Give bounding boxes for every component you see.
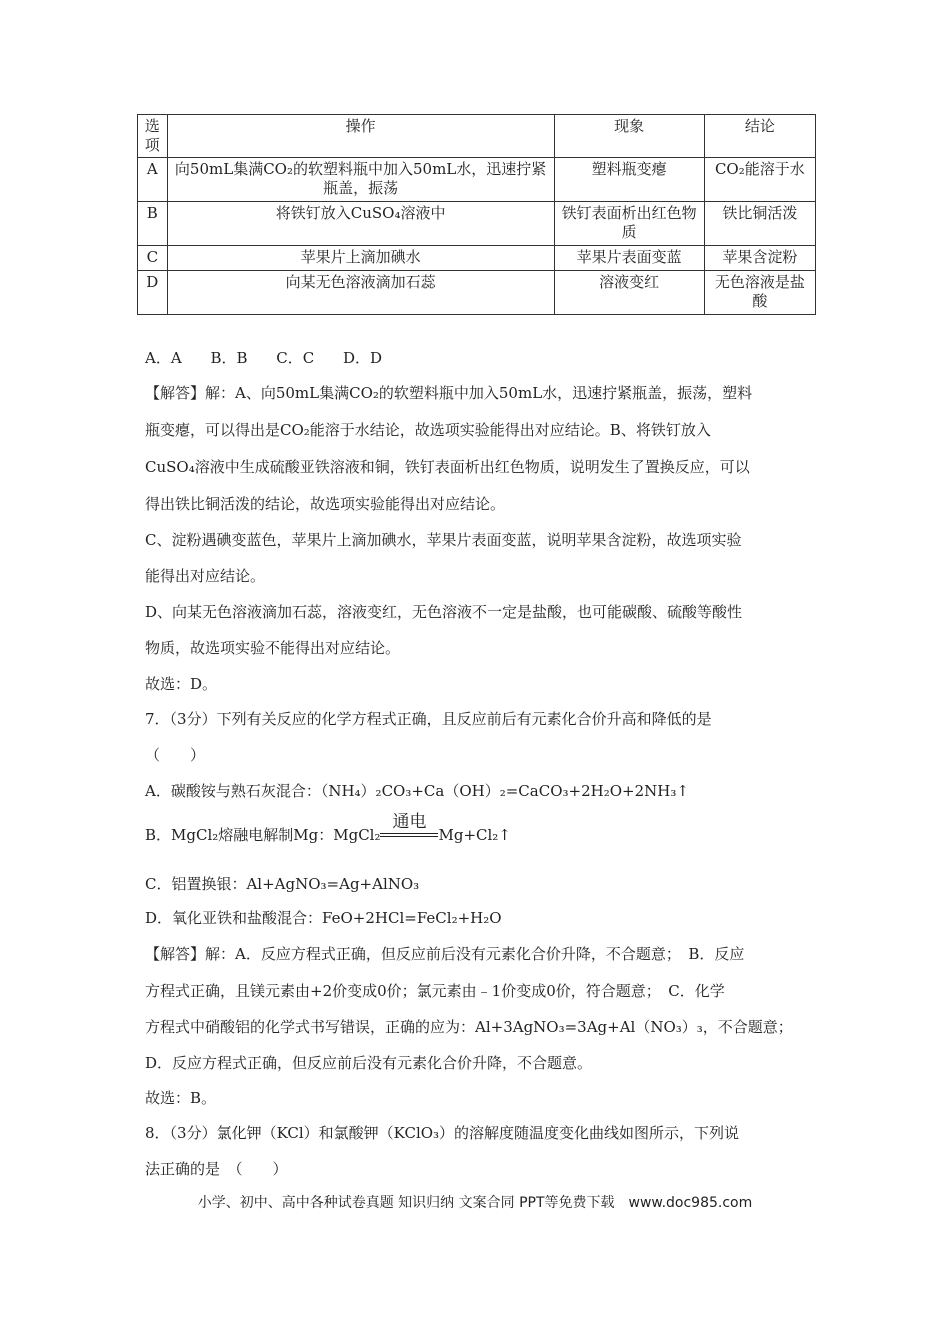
choice-d: D．D <box>343 349 383 367</box>
cell-conclusion: 无色溶液是盐酸 <box>704 271 815 315</box>
cell-operation: 苹果片上滴加碘水 <box>167 246 554 271</box>
q7-stem-blank: （ ） <box>145 746 206 764</box>
cell-conclusion: 铁比铜活泼 <box>704 202 815 246</box>
table-row <box>138 271 816 315</box>
q7-option-d: D．氧化亚铁和盐酸混合：FeO+2HCl=FeCl₂+H₂O <box>145 909 502 927</box>
q6-solution-line: 物质，故选项实验不能得出对应结论。 <box>145 639 401 657</box>
q6-solution-line: 【解答】解：A、向50mL集满CO₂的软塑料瓶中加入50mL水，迅速拧紧瓶盖，振荡，塑料 <box>145 384 753 402</box>
q8-stem: 8．（3分）氯化钾（KCl）和氯酸钾（KClO₃）的溶解度随温度变化曲线如图所示，下列说 <box>145 1124 740 1142</box>
q7-stem: 7．（3分）下列有关反应的化学方程式正确，且反应前后有元素化合价升高和降低的是 <box>145 710 712 728</box>
cell-phenomenon: 铁钉表面析出红色物质 <box>554 202 704 246</box>
equals-bar <box>380 833 438 837</box>
header-operation: 操作 <box>167 115 554 158</box>
cell-operation: 向50mL集满CO₂的软塑料瓶中加入50mL水，迅速拧紧瓶盖，振荡 <box>167 158 554 202</box>
cell-phenomenon: 溶液变红 <box>554 271 704 315</box>
q6-solution-line: 得出铁比铜活泼的结论，故选项实验能得出对应结论。 <box>145 495 506 513</box>
table-row <box>138 158 816 202</box>
q6-choices <box>145 347 406 368</box>
q8-stem-blank: 法正确的是 （ ） <box>145 1160 288 1178</box>
condition-label: 通电 <box>392 812 427 832</box>
q7-solution-line: 方程式中硝酸铝的化学式书写错误，正确的应为：Al+3AgNO₃=3Ag+Al（NO₃）₃，不合题意； <box>145 1018 793 1036</box>
q6-solution-line: CuSO₄溶液中生成硫酸亚铁溶液和铜，铁钉表面析出红色物质，说明发生了置换反应，可以 <box>145 458 750 476</box>
q6-answer: 故选：D。 <box>145 675 218 693</box>
choice-c: C．C <box>276 349 315 367</box>
cell-conclusion: 苹果含淀粉 <box>704 246 815 271</box>
choice-b: B．B <box>210 349 248 367</box>
q7-solution-line: D．反应方程式正确，但反应前后没有元素化合价升降，不合题意。 <box>145 1054 593 1072</box>
q7-option-b <box>145 812 511 845</box>
cell-phenomenon: 塑料瓶变瘪 <box>554 158 704 202</box>
page-footer: 小学、初中、高中各种试卷真题 知识归纳 文案合同 PPT等免费下载 www.doc985.com <box>197 1195 753 1211</box>
q7-option-b-suffix: Mg+Cl₂↑ <box>438 826 511 844</box>
header-phenomenon: 现象 <box>554 115 704 158</box>
q7-answer: 故选：B。 <box>145 1089 217 1107</box>
q6-solution-line: D、向某无色溶液滴加石蕊，溶液变红，无色溶液不一定是盐酸，也可能碳酸、硫酸等酸性 <box>145 603 743 621</box>
cell-option: B <box>138 202 168 246</box>
cell-option: A <box>138 158 168 202</box>
cell-conclusion: CO₂能溶于水 <box>704 158 815 202</box>
header-conclusion: 结论 <box>704 115 815 158</box>
cell-operation: 将铁钉放入CuSO₄溶液中 <box>167 202 554 246</box>
cell-operation: 向某无色溶液滴加石蕊 <box>167 271 554 315</box>
cell-option: D <box>138 271 168 315</box>
q6-solution-line: 瓶变瘪，可以得出是CO₂能溶于水结论，故选项实验能得出对应结论。B、将铁钉放入 <box>145 421 711 439</box>
table-header-row <box>138 115 816 158</box>
header-option: 选项 <box>138 115 168 158</box>
q7-option-c: C．铝置换银：Al+AgNO₃=Ag+AlNO₃ <box>145 875 420 893</box>
q7-solution-line: 【解答】解：A．反应方程式正确，但反应前后没有元素化合价升降，不合题意； B．反应 <box>145 945 745 963</box>
experiment-table <box>137 114 816 315</box>
q6-solution-line: C、淀粉遇碘变蓝色，苹果片上滴加碘水，苹果片表面变蓝，说明苹果含淀粉，故选项实验 <box>145 531 742 549</box>
cell-option: C <box>138 246 168 271</box>
q6-solution-line: 能得出对应结论。 <box>145 567 266 585</box>
q7-option-b-prefix: B．MgCl₂熔融电解制Mg：MgCl₂ <box>145 826 381 844</box>
q7-option-a: A．碳酸铵与熟石灰混合：（NH₄）₂CO₃+Ca（OH）₂=CaCO₃+2H₂O+2NH₃↑ <box>145 782 689 800</box>
electrolysis-arrow <box>380 812 438 840</box>
choice-a: A．A <box>145 349 182 367</box>
cell-phenomenon: 苹果片表面变蓝 <box>554 246 704 271</box>
table-row <box>138 202 816 246</box>
table-row <box>138 246 816 271</box>
q7-solution-line: 方程式正确，且镁元素由+2价变成0价；氯元素由﹣1价变成0价，符合题意； C．化学 <box>145 982 725 1000</box>
